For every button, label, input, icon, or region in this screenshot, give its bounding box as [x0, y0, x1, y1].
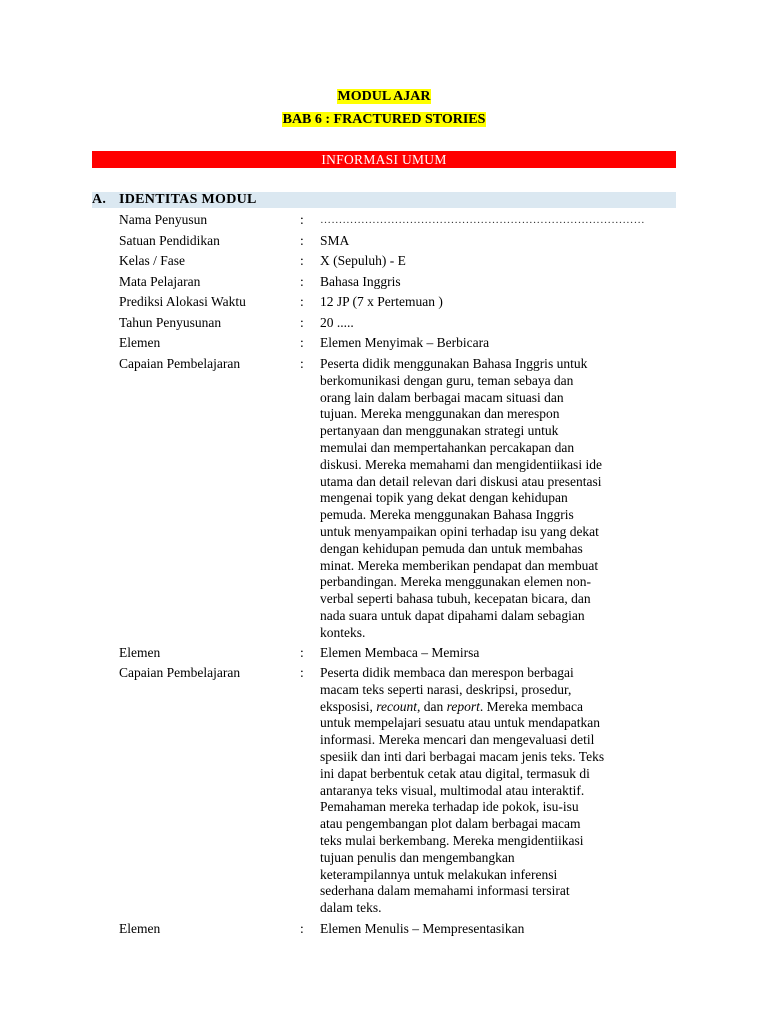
row-label: Tahun Penyusunan	[119, 315, 222, 330]
row-colon: :	[300, 665, 304, 680]
text-run: . Mereka membaca	[479, 698, 583, 714]
row-label: Elemen	[119, 645, 161, 660]
paragraph-line: diskusi. Mereka memahami dan mengidentiikasi ide	[320, 456, 602, 472]
row-label: Satuan Pendidikan	[119, 233, 220, 248]
text-run: eksposisi,	[320, 698, 377, 714]
row-colon: :	[300, 233, 304, 248]
row-colon: :	[300, 212, 304, 227]
paragraph-line: konteks.	[320, 624, 366, 640]
row-colon: :	[300, 315, 304, 330]
row-label: Capaian Pembelajaran	[119, 356, 241, 371]
row-value: ……………………………………………………………………………	[320, 214, 645, 226]
row-colon: :	[300, 921, 304, 936]
row-colon: :	[300, 294, 304, 309]
row-value: 20 .....	[320, 315, 354, 330]
section-bar-informasi-umum: INFORMASI UMUM	[92, 151, 676, 168]
paragraph-line: antaranya teks visual, multimodal atau interaktif.	[320, 782, 585, 798]
row-value: Elemen Menyimak – Berbicara	[320, 335, 490, 350]
paragraph-line: untuk mempelajari sesuatu atau untuk mendapatkan	[320, 715, 601, 731]
paragraph-line: spesiik dan inti dari berbagai macam jenis teks. Teks	[320, 748, 605, 764]
row-label: Elemen	[119, 921, 161, 936]
section-heading: IDENTITAS MODUL	[119, 192, 257, 207]
paragraph-line: keterampilannya untuk melakukan inferensi	[320, 866, 558, 882]
paragraph-line: verbal seperti bahasa tubuh, kecepatan bicara, dan	[320, 591, 591, 607]
paragraph-line: atau pengembangan plot dalam berbagai macam	[320, 816, 581, 832]
paragraph-line: pertanyaan dan menggunakan strategi untuk	[320, 423, 559, 439]
paragraph-line: utama dan detail relevan dari diskusi atau presentasi	[320, 473, 602, 489]
paragraph-line: Peserta didik menggunakan Bahasa Inggris untuk	[320, 356, 588, 371]
paragraph-line: memulai dan mempertahankan percakapan dan	[320, 439, 575, 455]
row-colon: :	[300, 253, 304, 268]
row-colon: :	[300, 645, 304, 660]
paragraph-line: untuk menyampaikan opini terhadap isu yang dekat	[320, 523, 599, 539]
row-label: Nama Penyusun	[119, 212, 208, 227]
row-value: Elemen Menulis – Mempresentasikan	[320, 921, 525, 936]
paragraph-line: Peserta didik membaca dan merespon berbagai	[320, 665, 574, 680]
row-value: 12 JP (7 x Pertemuan )	[320, 294, 443, 309]
paragraph-line: nada suara untuk dapat dipahami dalam sebagian	[320, 607, 585, 623]
paragraph-line: tujuan penulis dan mengembangkan	[320, 849, 515, 865]
paragraph-line: berkomunikasi dengan guru, teman sebaya dan	[320, 372, 574, 388]
paragraph-line: dengan kehidupan pemuda dan untuk membahas	[320, 540, 583, 556]
paragraph-line: dalam teks.	[320, 900, 382, 916]
paragraph-line: pemuda. Mereka menggunakan Bahasa Inggris	[320, 507, 574, 523]
text-run-italic: report	[446, 698, 480, 714]
paragraph-line: macam teks seperti narasi, deskripsi, prosedur,	[320, 681, 572, 697]
paragraph-line: mengenai topik yang dekat dengan kehidupan	[320, 490, 568, 506]
text-run: , dan	[417, 698, 447, 714]
row-value: X (Sepuluh) - E	[320, 253, 406, 268]
capaian-paragraph-2	[320, 665, 680, 917]
paragraph-line: minat. Mereka memberikan pendapat dan membuat	[320, 557, 599, 573]
row-value: Bahasa Inggris	[320, 274, 401, 289]
row-colon: :	[300, 274, 304, 289]
module-title: MODUL AJAR	[337, 89, 431, 104]
row-label: Capaian Pembelajaran	[119, 665, 241, 680]
capaian-paragraph-1	[320, 356, 680, 642]
row-label: Elemen	[119, 335, 161, 350]
chapter-title: BAB 6 : FRACTURED STORIES	[282, 112, 486, 127]
paragraph-line	[320, 699, 680, 716]
row-value: SMA	[320, 233, 350, 248]
paragraph-line: teks mulai berkembang. Mereka mengidentiikasi	[320, 832, 584, 848]
paragraph-line: ini dapat berbentuk cetak atau digital, termasuk di	[320, 765, 590, 781]
paragraph-line: orang lain dalam berbagai macam situasi dan	[320, 389, 564, 405]
row-label: Mata Pelajaran	[119, 274, 201, 289]
row-colon: :	[300, 356, 304, 371]
paragraph-line: Pemahaman mereka terhadap ide pokok, isu-isu	[320, 799, 579, 815]
row-label: Kelas / Fase	[119, 253, 185, 268]
text-run-italic: recount	[376, 698, 418, 714]
paragraph-line: tujuan. Mereka menggunakan dan merespon	[320, 406, 560, 422]
row-value: Elemen Membaca – Memirsa	[320, 645, 480, 660]
row-colon: :	[300, 335, 304, 350]
paragraph-line: informasi. Mereka mencari dan mengevaluasi detil	[320, 732, 595, 748]
paragraph-line: perbandingan. Mereka menggunakan elemen non-	[320, 574, 592, 590]
row-label: Prediksi Alokasi Waktu	[119, 294, 246, 309]
paragraph-line: sederhana dalam memahami informasi tersirat	[320, 883, 570, 899]
section-letter: A.	[92, 192, 107, 207]
